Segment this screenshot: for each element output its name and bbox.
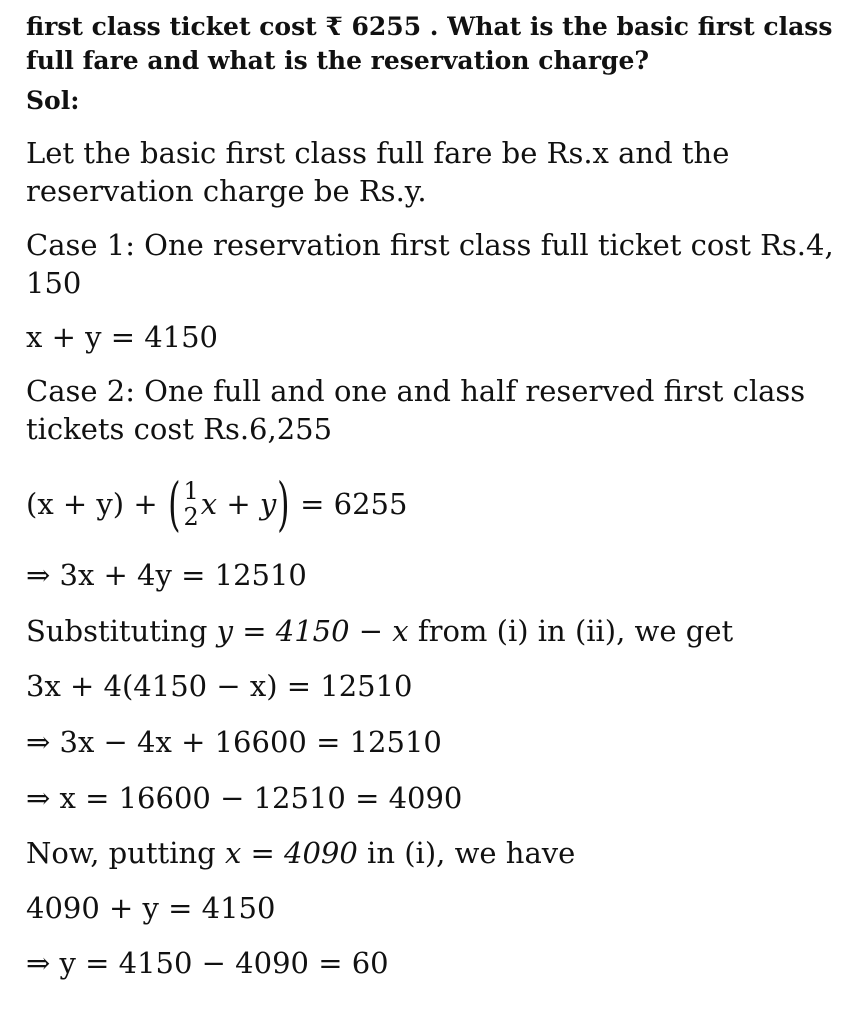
fraction-denominator: 2 xyxy=(183,503,199,531)
case1-line-2: 150 xyxy=(26,266,82,300)
question-line-1: first class ticket cost ₹ 6255 . What is the basic first class xyxy=(26,12,833,41)
let-line-2: reservation charge be Rs.y. xyxy=(26,174,427,208)
step-6: ⇒ y = 4150 − 4090 = 60 xyxy=(26,946,389,980)
now-suffix: in (i), we have xyxy=(357,836,576,870)
now-prefix: Now, putting xyxy=(26,836,225,870)
substitution-math: y = 4150 − x xyxy=(216,614,409,648)
step-1: ⇒ 3x + 4y = 12510 xyxy=(26,558,307,592)
left-paren: ( xyxy=(167,470,181,538)
case1-line-1: Case 1: One reservation first class full ticket cost Rs.4, xyxy=(26,228,834,262)
substitution-line xyxy=(26,614,733,648)
step-3: ⇒ 3x − 4x + 16600 = 12510 xyxy=(26,725,442,759)
equation-i: x + y = 4150 xyxy=(26,320,219,354)
substitution-suffix: from (i) in (ii), we get xyxy=(408,614,734,648)
equation-ii-inner: x + y xyxy=(200,487,277,521)
question-line-2: full fare and what is the reservation charge? xyxy=(26,46,650,75)
let-line-1: Let the basic first class full fare be Rs.x and the xyxy=(26,136,730,170)
case2-line-1: Case 2: One full and one and half reserved first class xyxy=(26,374,806,408)
solution-label: Sol: xyxy=(26,86,80,115)
equation-ii-lhs: (x + y) + xyxy=(26,487,167,521)
case2-line-2: tickets cost Rs.6,255 xyxy=(26,412,333,446)
fraction-half xyxy=(183,478,198,530)
substitution-prefix: Substituting xyxy=(26,614,217,648)
step-4: ⇒ x = 16600 − 12510 = 4090 xyxy=(26,781,463,815)
fraction-numerator: 1 xyxy=(183,477,199,505)
now-math: x = 4090 xyxy=(224,836,358,870)
equation-ii xyxy=(26,462,407,546)
equation-ii-rhs: = 6255 xyxy=(290,487,408,521)
right-paren: ) xyxy=(277,470,290,538)
now-line xyxy=(26,836,575,870)
step-5: 4090 + y = 4150 xyxy=(26,891,276,925)
step-2: 3x + 4(4150 − x) = 12510 xyxy=(26,669,413,703)
